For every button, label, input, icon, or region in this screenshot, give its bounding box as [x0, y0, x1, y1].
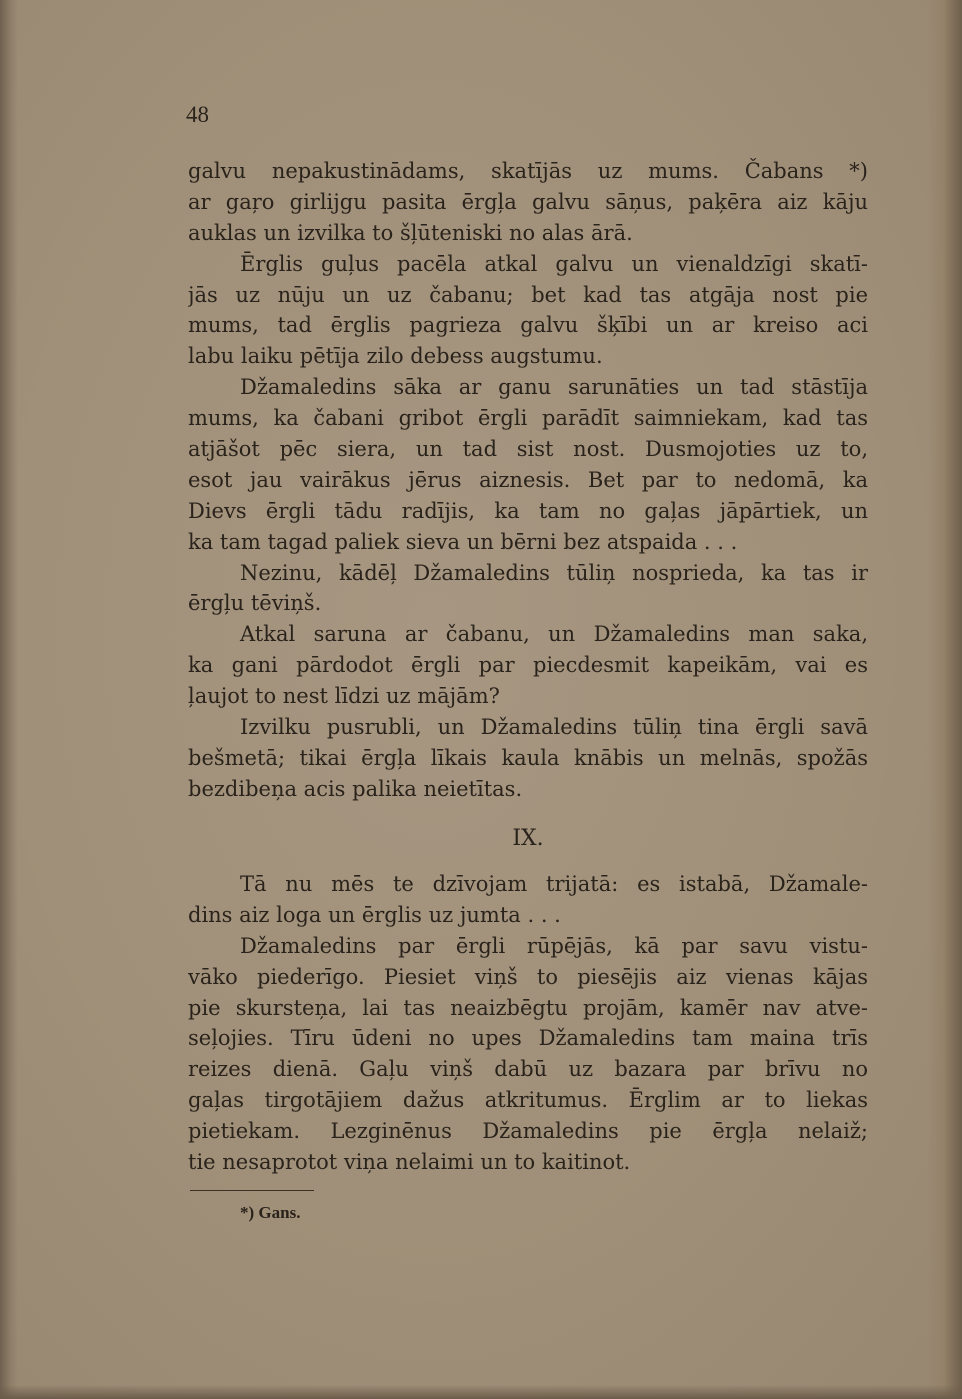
text-line: vāko piederīgo. Piesiet viņš to piesējis aiz vienas kājas	[188, 964, 868, 989]
text-line: reizes dienā. Gaļu viņš dabū uz bazara par brīvu no	[188, 1057, 868, 1082]
text-line: Izvilku pusrubli, un Džamaledins tūliņ tina ērgli savā	[240, 715, 868, 740]
page-edge-right	[928, 0, 962, 1399]
section-heading: IX.	[512, 826, 544, 851]
text-line: Tā nu mēs te dzīvojam trijatā: es istabā, Džamale-	[240, 872, 868, 896]
text-line: Džamaledins par ērgli rūpējās, kā par savu vistu-	[240, 933, 868, 958]
text-line: mums, ka čabani gribot ērgli parādīt saimniekam, kad tas	[188, 406, 868, 431]
text-line: labu laiku pētīja zilo debess augstumu.	[188, 344, 603, 369]
page-edge-left	[0, 0, 18, 1399]
text-line: seļojies. Tīru ūdeni no upes Džamaledins tam maina trīs	[188, 1026, 868, 1051]
text-line: Nezinu, kādēļ Džamaledins tūliņ nosprieda, ka tas ir	[240, 560, 868, 585]
text-line: atjāšot pēc siera, un tad sist nost. Dusmojoties uz to,	[188, 437, 868, 462]
text-line: jās uz nūju un uz čabanu; bet kad tas atgāja nost pie	[188, 282, 868, 307]
text-line: Ērglis guļus pacēla atkal galvu un vienaldzīgi skatī-	[240, 251, 868, 276]
text-line: bezdibeņa acis palika neietītas.	[188, 776, 523, 801]
text-line: ka gani pārdodot ērgli par piecdesmit kapeikām, vai es	[188, 653, 868, 678]
text-line: ar gaŗo girlijgu pasita ērgļa galvu sāņus, paķēra aiz kāju	[188, 189, 868, 214]
text-line: Džamaledins sāka ar ganu sarunāties un tad stāstīja	[240, 375, 868, 400]
body-text-section-2	[188, 869, 868, 1178]
text-line: esot jau vairākus jērus aiznesis. Bet par to nedomā, ka	[188, 467, 868, 492]
page-number: 48	[186, 102, 209, 127]
text-line: bešmetā; tikai ērgļa līkais kaula knābis un melnās, spožās	[188, 745, 868, 770]
text-line: gaļas tirgotājiem dažus atkritumus. Ērglim ar to liekas	[188, 1088, 868, 1113]
footnote: *) Gans.	[240, 1203, 301, 1222]
text-line: Atkal saruna ar čabanu, un Džamaledins man saka,	[240, 622, 868, 647]
text-line: ērgļu tēviņš.	[188, 591, 322, 616]
text-line: Dievs ērgli tādu radījis, ka tam no gaļas jāpārtiek, un	[188, 498, 868, 523]
text-line: ļaujot to nest līdzi uz mājām?	[188, 684, 500, 709]
text-line: galvu nepakustinādams, skatījās uz mums. Čabans *)	[188, 159, 868, 183]
page-edge-bottom	[0, 1385, 962, 1399]
text-line: auklas un izvilka to šļūteniski no alas ārā.	[188, 220, 633, 245]
text-line: tie nesaprotot viņa nelaimi un to kaitinot.	[188, 1150, 631, 1175]
footnote-rule	[190, 1190, 314, 1191]
text-line: pie skursteņa, lai tas neaizbēgtu projām, kamēr nav atve-	[188, 995, 868, 1020]
text-line: mums, tad ērglis pagrieza galvu šķībi un ar kreiso aci	[188, 313, 868, 338]
text-line: pietiekam. Lezginēnus Džamaledins pie ērgļa nelaiž;	[188, 1119, 868, 1144]
text-line: ka tam tagad paliek sieva un bērni bez atspaida . . .	[188, 529, 738, 554]
text-line: dins aiz loga un ērglis uz jumta . . .	[188, 902, 561, 927]
body-text-section-1	[188, 156, 868, 805]
